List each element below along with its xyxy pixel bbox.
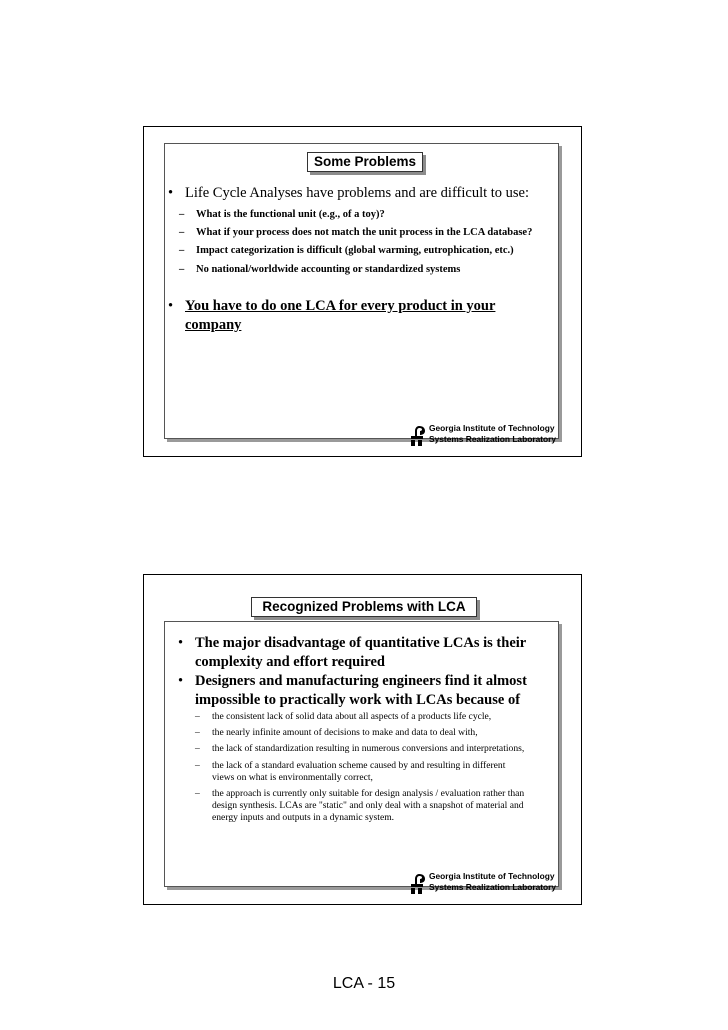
slide-1-frame bbox=[143, 126, 582, 457]
bullet-marker: • bbox=[178, 635, 184, 651]
bullet-marker: • bbox=[168, 298, 174, 314]
dash-marker: – bbox=[179, 245, 185, 257]
slide-1-title: Some Problems bbox=[307, 152, 423, 172]
slide-1-sub-item bbox=[179, 242, 568, 260]
footer-lab: Systems Realization Laboratory bbox=[429, 433, 557, 444]
slide-2-sublist bbox=[195, 711, 525, 825]
slide-2-sub-item bbox=[195, 727, 525, 739]
slide-1-sub-item bbox=[179, 224, 568, 242]
slide-1-footer-text bbox=[429, 423, 556, 444]
slide-2-bullet-2-text: Designers and manufacturing engineers find it almost impossible to practically work with LCAs because of bbox=[195, 673, 527, 708]
slide-1-bullet-2 bbox=[168, 297, 525, 335]
dash-marker: – bbox=[195, 711, 200, 722]
slide-2-sub-text: the lack of a standard evaluation scheme caused by and resulting in different views on what is environmentally correct, bbox=[212, 759, 506, 783]
bullet-marker: • bbox=[178, 673, 184, 689]
slide-1-bullets bbox=[168, 184, 568, 279]
slide-2-sub-text: the consistent lack of solid data about all aspects of a products life cycle, bbox=[212, 711, 492, 722]
dash-marker: – bbox=[195, 788, 200, 800]
gt-logo-icon bbox=[410, 873, 426, 895]
dash-marker: – bbox=[195, 727, 200, 739]
dash-marker: – bbox=[179, 209, 185, 220]
slide-1-sub-item bbox=[179, 261, 568, 279]
slide-2-bullet-1-text: The major disadvantage of quantitative LCAs is their complexity and effort required bbox=[195, 635, 526, 670]
bullet-marker: • bbox=[168, 185, 174, 201]
slide-2-sub-text: the approach is currently only suitable for design analysis / evaluation rather than design synthesis. LCAs are "static" and only deal with a snapshot of material and energy inputs and outputs in a dynamic system. bbox=[212, 788, 525, 824]
slide-2-sub-text: the lack of standardization resulting in numerous conversions and interpretations, bbox=[212, 743, 525, 755]
slide-2-bullets bbox=[178, 634, 568, 825]
slide-2-bullet-1 bbox=[178, 634, 550, 671]
slide-2-footer bbox=[410, 871, 556, 895]
slide-2-sub-item bbox=[195, 743, 525, 755]
slide-1-bullet-1-text: Life Cycle Analyses have problems and are difficult to use: bbox=[185, 185, 530, 201]
page-number: LCA - 15 bbox=[332, 975, 396, 992]
footer-lab: Systems Realization Laboratory bbox=[429, 881, 557, 892]
slide-2-sub-text: the nearly infinite amount of decisions to make and data to deal with, bbox=[212, 727, 478, 739]
slide-1-sub-text: What is the functional unit (e.g., of a toy)? bbox=[196, 209, 385, 220]
slide-2-frame bbox=[143, 574, 582, 905]
slide-1-sub-text: No national/worldwide accounting or standardized systems bbox=[196, 263, 461, 275]
slide-1-sub-text: Impact categorization is difficult (global warming, eutrophication, etc.) bbox=[196, 245, 514, 257]
dash-marker: – bbox=[195, 743, 200, 755]
slide-2-footer-text bbox=[429, 871, 556, 892]
slide-2-sub-item bbox=[195, 788, 525, 825]
slide-2-sub-item bbox=[195, 760, 525, 784]
slide-1-sublist bbox=[179, 206, 568, 279]
slide-1-bullet-1 bbox=[168, 184, 568, 279]
dash-marker: – bbox=[179, 263, 185, 275]
footer-institution: Georgia Institute of Technology bbox=[429, 871, 555, 881]
dash-marker: – bbox=[195, 759, 200, 771]
slide-2-sub-item bbox=[195, 711, 525, 723]
slide-2-title: Recognized Problems with LCA bbox=[251, 597, 477, 617]
slide-1-bullet-2-text: You have to do one LCA for every product in your company bbox=[185, 298, 496, 333]
dash-marker: – bbox=[179, 227, 185, 239]
footer-institution: Georgia Institute of Technology bbox=[429, 423, 555, 433]
slide-2-bullet-2 bbox=[178, 672, 568, 825]
slide-1-sub-text: What if your process does not match the unit process in the LCA database? bbox=[196, 227, 533, 239]
gt-logo-icon bbox=[410, 425, 426, 447]
slide-1-footer bbox=[410, 423, 556, 447]
slide-1-sub-item bbox=[179, 206, 568, 224]
